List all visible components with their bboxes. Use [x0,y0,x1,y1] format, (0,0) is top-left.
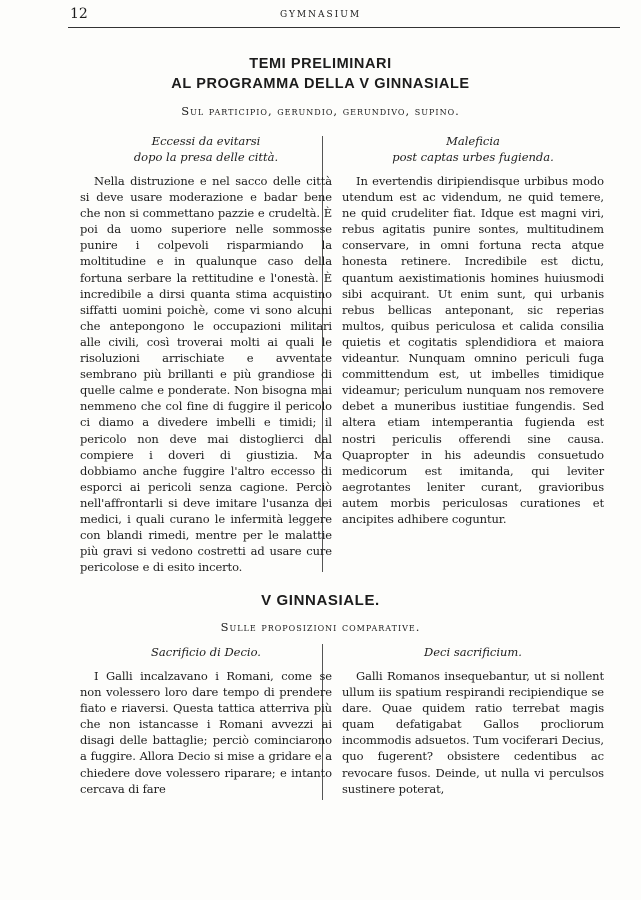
section2-title: V GINNASIALE. [261,592,380,609]
section2-italian-title: Sacrificio di Decio. [151,645,261,659]
section2-italian-column [80,644,332,797]
section1-subtitle: Sul participio, gerundio, gerundivo, supino. [181,104,460,118]
header-rule [68,27,620,28]
section1-latin-column [342,133,604,527]
running-title: GYMNASIUM [279,10,362,20]
section1-italian-title-line2: dopo la presa delle città. [133,150,279,164]
page-number: 12 [70,6,88,22]
section1-title-line1: TEMI PRELIMINARI [249,56,392,72]
section2-subtitle: Sulle proposizioni comparative. [220,620,421,634]
section1-italian-text: Nella distruzione e nel sacco delle città si deve usare moderazione e badar bene che non si commettano pazzie e crudeltà. È poi da uomo superiore nelle sommosse punire i colpevoli risparmiando la moltitudine e in qualunque caso della fortuna serbare la rettitudine e l'onestà. È incredibile a dirsi quanta stima acquistino siffatti uomini poichè, come vi sono alcuni che antepongono le occupazioni militari alle civili, così troverai molti ai quali le risoluzioni arrischiate e avventate sembrano più brillanti e più grandiose di quelle calme e ponderate. Non bisogna mai nemmeno che col fine di fuggire il pericolo ci diamo a divedere imbelli e timidi; il pericolo non deve mai distoglierci dal compiere i doveri di giustizia. Ma dobbiamo anche fuggire l'altro eccesso di esporci ai pericoli senza cagione. Perciò nell'affrontarli si deve imitare l'usanza dei medici, i quali curano le infermità leggere con blandi rimedi, mentre per le malattie più gravi si vedono costretti ad usare cure pericolose e di esito incerto. [80,174,332,575]
section1-italian-column [80,133,332,575]
section2-latin-title: Deci sacrificium. [424,645,522,659]
section1-latin-title-line2: post captas urbes fugienda. [392,150,554,164]
section2-latin-column [342,644,604,797]
section1-latin-title-line1: Maleficia [446,134,500,148]
section2-italian-text: I Galli incalzavano i Romani, come se non volessero loro dare tempo di prendere fiato e riaversi. Questa tattica atterriva più che non istancasse i Romani avvezzi ai disagi delle battaglie; perciò cominciarono a fuggire. Allora Decio si mise a gridare e a chiedere dove volessero riparare; e intanto cercava di fare [80,669,332,796]
section1-latin-text: In evertendis diripiendisque urbibus modo utendum est ac videndum, ne quid temere, ne quid crudeliter fiat. Idque est magni viri, rebus agitatis punire sontes, multitudinem conservare, in omni fortuna recta atque honesta retinere. Incredibile est dictu, quantum aexistimationis homines huiusmodi sibi acquirant. Ut enim sunt, qui urbanis rebus bellicas anteponant, sic reperias multos, quibus periculosa et calida consilia quietis et cogitatis splendidiora et maiora videantur. Nunquam omnino periculi fuga committendum est, ut imbelles timidique videamur; periculum nunquam nos removere debet a muneribus iustitiae fungendis. Sed altera etiam intemperantia fugienda est nostri periculis offerendi sine causa. Quapropter in his adeundis consuetudo medicorum est imitanda, qui leviter aegrotantes leniter curant, gravioribus autem morbis periculosas curationes et ancipites adhibere coguntur. [342,174,604,526]
section1-title-line2: AL PROGRAMMA DELLA V GINNASIALE [171,76,470,92]
section1-italian-title-line1: Eccessi da evitarsi [151,134,261,148]
section2-latin-text: Galli Romanos insequebantur, ut si nollent ullum iis spatium respirandi recipiendique se dare. Quae quidem ratio terrebat magis quam defatigabat Gallos procliorum incommodis adsuetos. Tum vociferari Decius, quo fugerent? obsistere cedentibus ac revocare fusos. Deinde, ut nulla vi perculsos sustinere poterat, [342,669,604,796]
